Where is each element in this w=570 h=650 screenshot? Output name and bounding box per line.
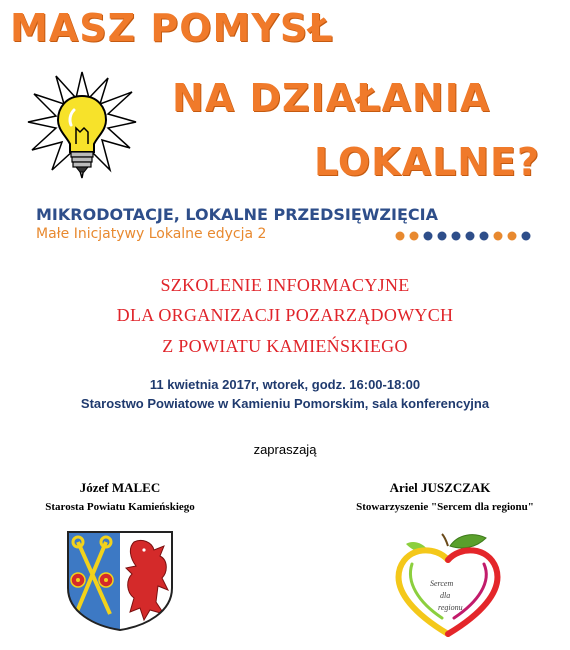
headline-line-2: NA DZIAŁANIA bbox=[172, 76, 491, 120]
headline-line-3: LOKALNE? bbox=[314, 140, 541, 184]
heart-apple-logo bbox=[388, 530, 508, 638]
lightbulb-icon bbox=[26, 70, 138, 182]
host-right-role: Stowarzyszenie "Sercem dla regionu" bbox=[356, 501, 534, 513]
headline-line-1: MASZ POMYSŁ bbox=[10, 6, 334, 50]
invite-text: zapraszają bbox=[253, 442, 317, 457]
host-left-role: Starosta Powiatu Kamieńskiego bbox=[45, 501, 195, 513]
logo-text-line-3: regionu bbox=[438, 603, 463, 612]
event-date: 11 kwietnia 2017r, wtorek, godz. 16:00-18:00 bbox=[149, 377, 421, 392]
training-title-line-3: Z POWIATU KAMIEŃSKIEGO bbox=[162, 336, 408, 356]
subtitle-program: Małe Inicjatywy Lokalne edycja 2 bbox=[36, 226, 267, 242]
event-place: Starostwo Powiatowe w Kamieniu Pomorskim, sala konferencyjna bbox=[80, 396, 490, 411]
county-coat-of-arms bbox=[64, 528, 176, 632]
training-title-line-2: DLA ORGANIZACJI POZARZĄDOWYCH bbox=[116, 305, 454, 325]
subtitle-microgrants: MIKRODOTACJE, LOKALNE PRZEDSIĘWZIĘCIA bbox=[36, 205, 438, 224]
logo-text-line-1: Sercem bbox=[430, 579, 454, 588]
logo-text-line-2: dla bbox=[440, 591, 451, 600]
dots-decoration bbox=[394, 230, 538, 242]
host-left-name: Józef MALEC bbox=[79, 480, 161, 495]
training-title-line-1: SZKOLENIE INFORMACYJNE bbox=[160, 275, 410, 295]
host-right-name: Ariel JUSZCZAK bbox=[389, 480, 491, 495]
